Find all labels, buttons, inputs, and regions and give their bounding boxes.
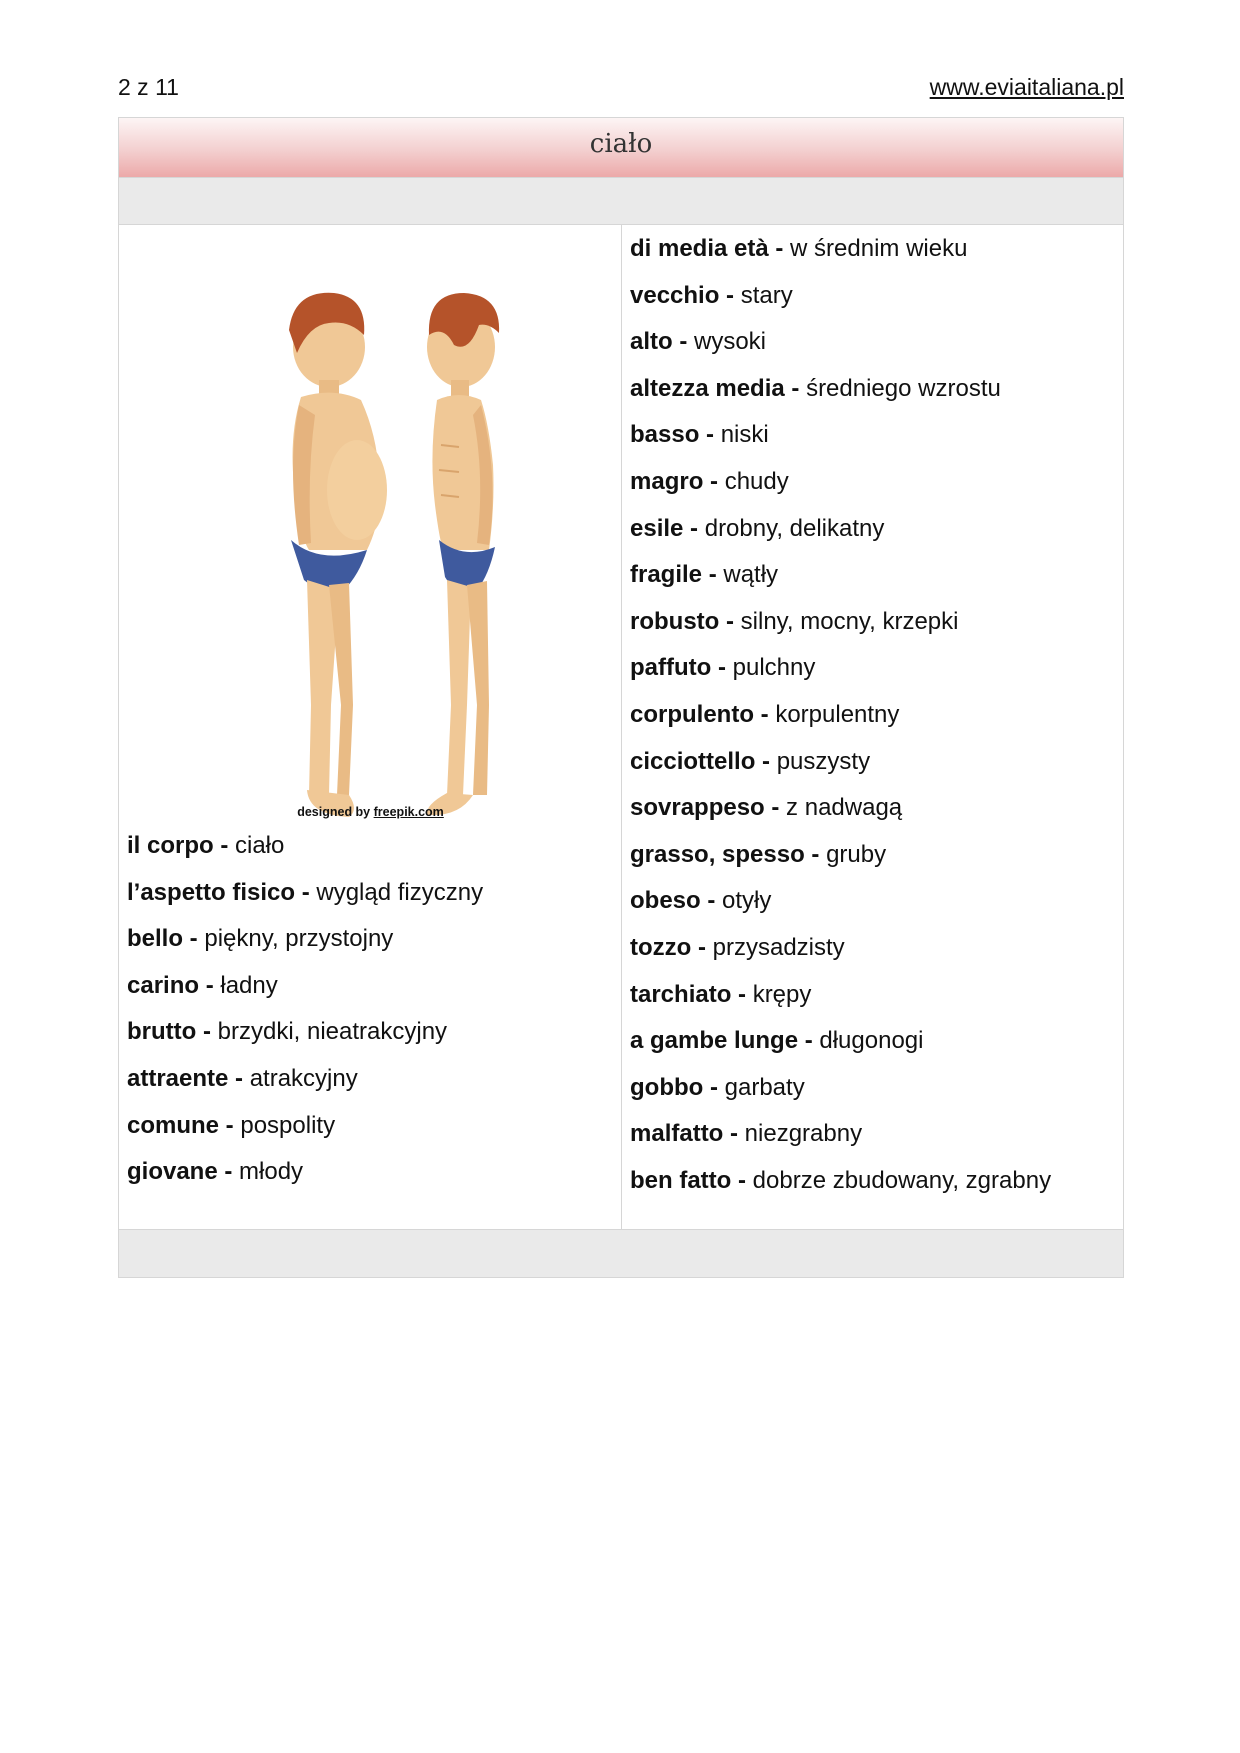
entry-separator: - xyxy=(199,971,221,999)
polish-translation: przysadzisty xyxy=(712,933,845,961)
vocab-entry xyxy=(630,739,1123,786)
right-column xyxy=(622,225,1123,1229)
table-spacer-top xyxy=(119,178,1123,225)
vocab-entry xyxy=(127,963,483,1010)
italian-term: altezza media xyxy=(630,374,785,402)
vocab-entry xyxy=(127,916,483,963)
italian-term: esile xyxy=(630,514,684,542)
entry-separator: - xyxy=(784,374,807,402)
polish-translation: puszysty xyxy=(776,747,871,775)
vocab-entry xyxy=(127,1149,483,1196)
entry-separator: - xyxy=(804,840,827,868)
entry-separator: - xyxy=(702,561,724,589)
table-title: ciało xyxy=(119,118,1123,178)
entry-separator: - xyxy=(672,328,694,356)
italian-term: vecchio xyxy=(630,281,720,309)
vocab-entry xyxy=(630,459,1123,506)
entry-separator: - xyxy=(183,925,205,953)
italian-term: a gambe lunge xyxy=(630,1027,799,1055)
vocab-entry xyxy=(630,273,1123,320)
entry-separator: - xyxy=(703,467,725,495)
entry-separator: - xyxy=(699,421,721,449)
vocab-entry xyxy=(630,1018,1123,1065)
polish-translation: korpulentny xyxy=(775,700,900,728)
italian-term: paffuto xyxy=(630,654,712,682)
entry-separator: - xyxy=(719,281,741,309)
vocab-entry xyxy=(127,823,483,870)
vocab-entry xyxy=(630,412,1123,459)
entry-separator: - xyxy=(764,794,787,822)
polish-translation: wysoki xyxy=(694,328,767,356)
vocab-entry xyxy=(630,645,1123,692)
vocab-entry xyxy=(630,692,1123,739)
entry-separator: - xyxy=(723,1120,745,1148)
entry-separator: - xyxy=(295,878,317,906)
page-indicator: 2 z 11 xyxy=(118,74,179,100)
italian-term: tozzo xyxy=(630,933,692,961)
entry-separator: - xyxy=(700,887,723,915)
entry-separator: - xyxy=(798,1027,820,1055)
entry-separator: - xyxy=(228,1064,250,1092)
vocab-entry xyxy=(630,599,1123,646)
entry-separator: - xyxy=(219,1111,241,1139)
italian-term: grasso, spesso xyxy=(630,840,805,868)
vocab-entry xyxy=(630,366,1123,413)
italian-term: attraente xyxy=(127,1064,229,1092)
polish-translation: długonogi xyxy=(819,1027,924,1055)
polish-translation: ładny xyxy=(220,971,278,999)
italian-term: corpulento xyxy=(630,700,754,728)
vocab-entry xyxy=(630,832,1123,879)
polish-translation: gruby xyxy=(826,840,887,868)
polish-translation: wątły xyxy=(723,561,779,589)
entry-separator: - xyxy=(731,980,753,1008)
vocab-entry xyxy=(630,972,1123,1019)
entry-separator: - xyxy=(755,747,777,775)
polish-translation: krępy xyxy=(752,980,812,1008)
entry-separator: - xyxy=(196,1018,218,1046)
polish-translation: piękny, przystojny xyxy=(204,925,394,953)
polish-translation: wygląd fizyczny xyxy=(316,878,484,906)
entry-separator: - xyxy=(719,607,741,635)
polish-translation: otyły xyxy=(722,887,772,915)
italian-term: robusto xyxy=(630,607,720,635)
vocab-entry xyxy=(630,785,1123,832)
italian-term: obeso xyxy=(630,887,701,915)
heavy-man-figure xyxy=(289,293,387,817)
polish-translation: młody xyxy=(239,1158,304,1186)
table-spacer-bottom xyxy=(119,1229,1123,1277)
vocab-entry xyxy=(127,1103,483,1150)
polish-translation: chudy xyxy=(724,467,789,495)
vocab-entry xyxy=(127,870,483,917)
vocab-entry xyxy=(630,552,1123,599)
entry-separator: - xyxy=(691,933,713,961)
italian-term: ben fatto xyxy=(630,1166,732,1194)
right-vocab-list xyxy=(630,225,1123,1204)
italian-term: il corpo xyxy=(127,832,214,859)
vocab-entry xyxy=(630,319,1123,366)
italian-term: cicciottello xyxy=(630,747,756,775)
italian-term: tarchiato xyxy=(630,980,732,1008)
italian-term: bello xyxy=(127,925,184,953)
thin-man-figure xyxy=(427,293,499,815)
credit-link[interactable]: freepik.com xyxy=(373,805,444,819)
vocab-entry xyxy=(127,1056,483,1103)
vocab-entry xyxy=(630,506,1123,553)
polish-translation: dobrze zbudowany, zgrabny xyxy=(752,1166,1052,1194)
vocab-entry xyxy=(127,1009,483,1056)
vocab-entry xyxy=(630,1065,1123,1112)
italian-term: di media età xyxy=(630,235,769,262)
entry-separator: - xyxy=(754,700,776,728)
entry-separator: - xyxy=(711,654,733,682)
italian-term: fragile xyxy=(630,561,703,589)
entry-separator: - xyxy=(768,235,791,262)
entry-separator: - xyxy=(217,1158,240,1186)
vocab-entry xyxy=(630,1111,1123,1158)
italian-term: l’aspetto fisico xyxy=(127,878,296,906)
vocab-entry xyxy=(630,1158,1123,1205)
polish-translation: atrakcyjny xyxy=(249,1064,358,1092)
polish-translation: drobny, delikatny xyxy=(704,514,885,542)
polish-translation: z nadwagą xyxy=(786,794,903,822)
polish-translation: garbaty xyxy=(724,1073,805,1101)
italian-term: malfatto xyxy=(630,1120,724,1148)
italian-term: giovane xyxy=(127,1158,218,1186)
entry-separator: - xyxy=(683,514,705,542)
polish-translation: niezgrabny xyxy=(744,1120,863,1148)
entry-separator: - xyxy=(731,1166,753,1194)
entry-separator: - xyxy=(703,1073,725,1101)
table-body xyxy=(119,225,1123,1229)
vocab-entry xyxy=(630,878,1123,925)
body-types-illustration xyxy=(249,275,549,835)
polish-translation: w średnim wieku xyxy=(790,235,968,262)
polish-translation: ciało xyxy=(235,832,285,859)
italian-term: magro xyxy=(630,467,704,495)
italian-term: sovrappeso xyxy=(630,794,765,822)
polish-translation: silny, mocny, krzepki xyxy=(740,607,959,635)
italian-term: carino xyxy=(127,971,200,999)
italian-term: basso xyxy=(630,421,700,449)
polish-translation: brzydki, nieatrakcyjny xyxy=(217,1018,448,1046)
italian-term: comune xyxy=(127,1111,220,1139)
polish-translation: niski xyxy=(720,421,769,449)
polish-translation: pospolity xyxy=(240,1111,336,1139)
polish-translation: stary xyxy=(740,281,793,309)
italian-term: brutto xyxy=(127,1018,197,1046)
polish-translation: pulchny xyxy=(732,654,816,682)
vocab-entry xyxy=(630,925,1123,972)
left-vocab-list xyxy=(127,823,483,1196)
italian-term: gobbo xyxy=(630,1073,704,1101)
image-credit: designed by freepik.com xyxy=(297,805,444,819)
polish-translation: średniego wzrostu xyxy=(806,374,1001,402)
left-column xyxy=(119,225,622,1229)
entry-separator: - xyxy=(213,832,235,859)
site-link[interactable]: www.eviaitaliana.pl xyxy=(929,74,1124,100)
italian-term: alto xyxy=(630,328,673,356)
vocab-table xyxy=(118,117,1124,1278)
vocab-entry xyxy=(630,226,1123,273)
